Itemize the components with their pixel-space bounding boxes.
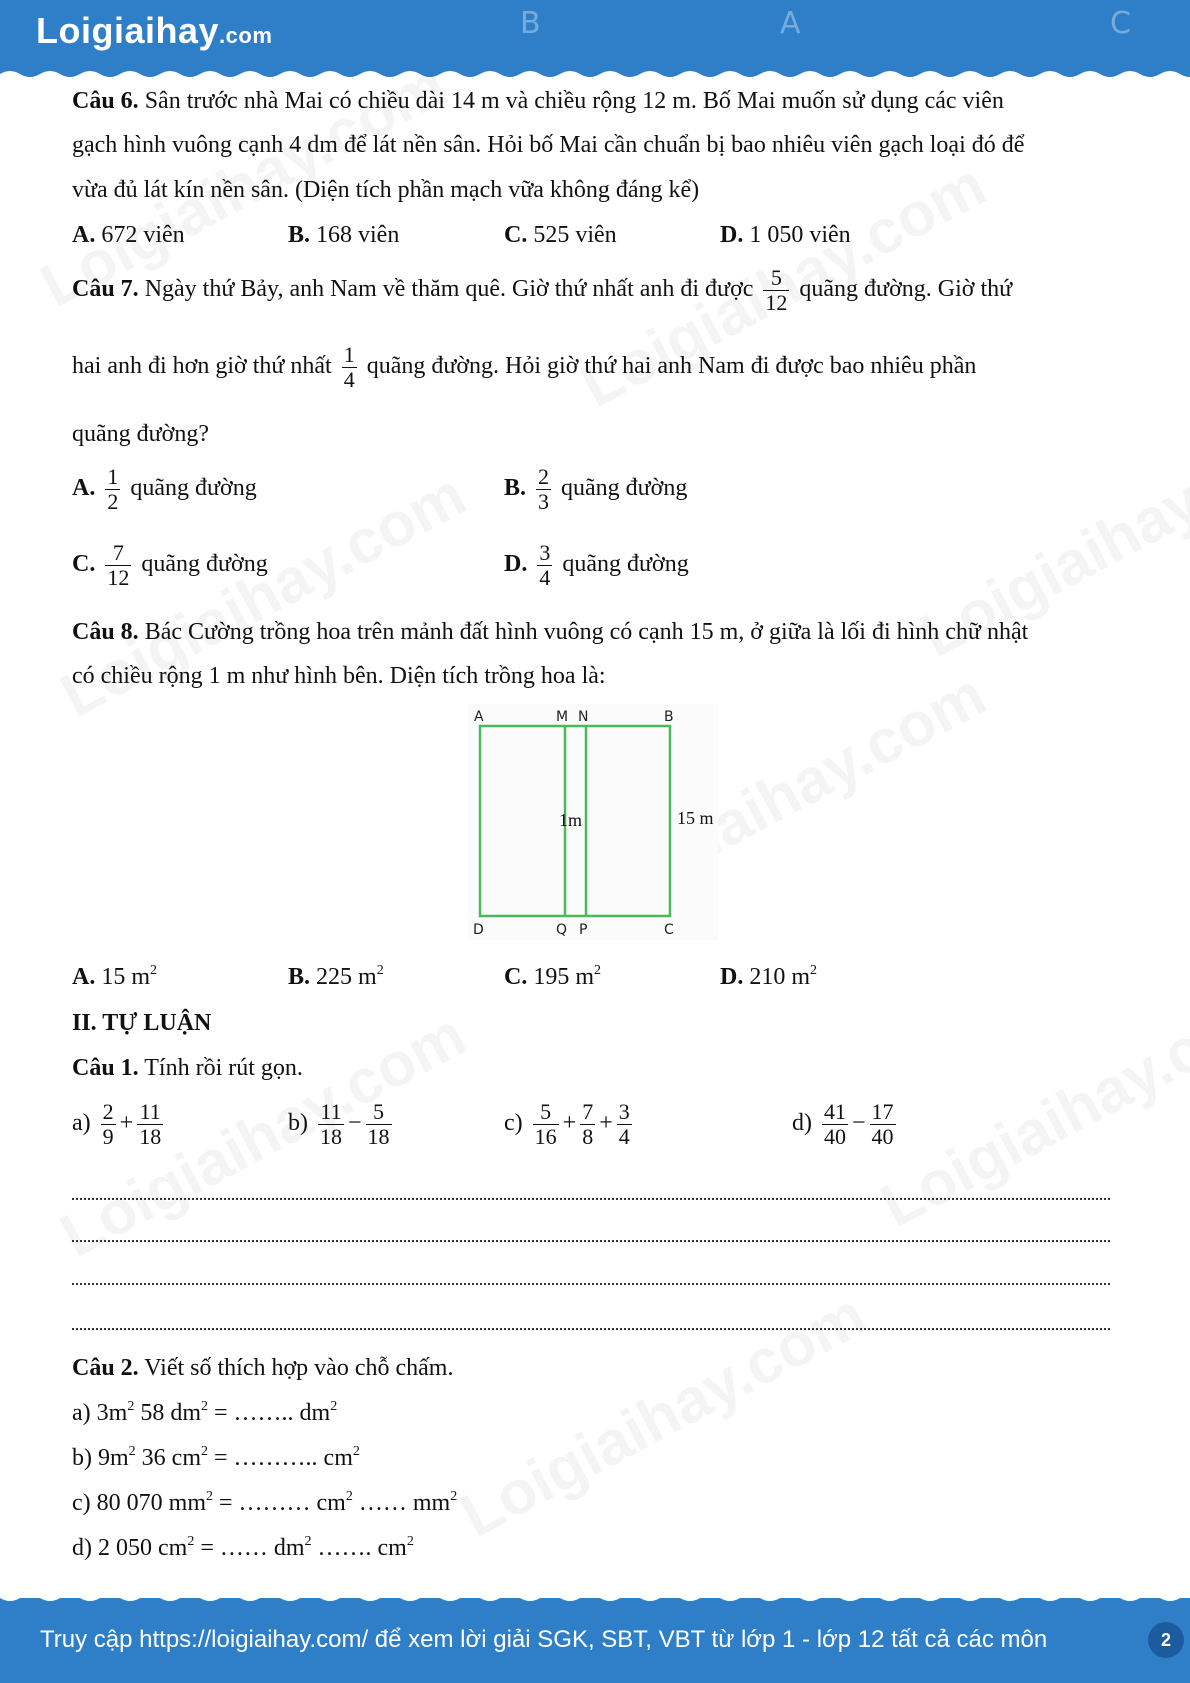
label-m: M xyxy=(556,709,569,725)
footer-link[interactable]: Truy cập https://loigiaihay.com/ để xem lời giải SGK, SBT, VBT từ lớp 1 - lớp 12 tất cả các môn xyxy=(40,1626,1048,1653)
e2-item-a[interactable]: a) $3m^2$ 58 $dm^2$ = …….. $dm^2$ xyxy=(72,1399,338,1426)
deco-letter-b: B xyxy=(520,6,541,41)
watermark xyxy=(449,1279,877,1551)
e1-item-c: c) $\frac{5}{16}$ + $\frac{7}{8}$ + $\frac{3}{4}$ xyxy=(504,1099,630,1149)
e1-title: Câu 1. xyxy=(72,1055,139,1081)
q6-line-2: gạch hình vuông cạnh 4 dm để lát nền sân. Hỏi bố Mai cần chuẩn bị bao nhiêu viên gạch loại đó để xyxy=(72,132,1025,158)
label-n: N xyxy=(578,709,589,725)
q8-option-a[interactable]: A. 15 $m^2$ xyxy=(72,963,158,990)
e1-item-b: b) $\frac{11}{18}$ − $\frac{5}{18}$ xyxy=(288,1099,390,1149)
e1-heading: Câu 1. Tính rồi rút gọn. xyxy=(72,1055,303,1081)
answer-line[interactable] xyxy=(72,1240,1110,1242)
deco-letter-c: C xyxy=(1110,6,1131,41)
q7-line-2: hai anh đi hơn giờ thứ nhất $\frac{1}{4}$ quãng đường. Hỏi giờ thứ hai anh Nam đi được bao nhiêu phần xyxy=(72,342,977,392)
q7-fraction-1-4: $\frac{1}{4}$ xyxy=(343,342,355,392)
page-footer xyxy=(0,1598,1190,1683)
q7-option-b[interactable]: B. $\frac{2}{3}$ quãng đường xyxy=(504,464,688,514)
q6-option-d[interactable]: D. 1 050 viên xyxy=(720,222,851,248)
label-p: P xyxy=(579,922,588,938)
e2-item-c[interactable]: c) 80 070 $mm^2$ = ……… $cm^2$ …… $mm^2$ xyxy=(72,1489,458,1516)
answer-line[interactable] xyxy=(72,1283,1110,1285)
q7-option-a[interactable]: A. $\frac{1}{2}$ quãng đường xyxy=(72,464,257,514)
q7-line-1: Câu 7. Ngày thứ Bảy, anh Nam về thăm quê. Giờ thứ nhất anh đi được $\frac{5}{12}$ quãng đường. Giờ thứ xyxy=(72,265,1013,315)
e2-heading: Câu 2. Viết số thích hợp vào chỗ chấm. xyxy=(72,1355,454,1381)
watermark xyxy=(869,969,1190,1241)
path-width-label: 1m xyxy=(559,810,583,830)
side-length-label: 15 m xyxy=(677,808,714,828)
label-b: B xyxy=(664,709,674,725)
logo-suffix: .com xyxy=(219,23,273,48)
q7-option-c[interactable]: C. $\frac{7}{12}$ quãng đường xyxy=(72,540,268,590)
q6-option-b[interactable]: B. 168 viên xyxy=(288,222,400,248)
e2-title: Câu 2. xyxy=(72,1355,139,1381)
q8-line-2: có chiều rộng 1 m như hình bên. Diện tích trồng hoa là: xyxy=(72,663,606,689)
q6-option-c[interactable]: C. 525 viên xyxy=(504,222,617,248)
e1-item-a: a) $\frac{2}{9}$ + $\frac{11}{18}$ xyxy=(72,1099,162,1149)
q7-line-3: quãng đường? xyxy=(72,421,210,447)
answer-line[interactable] xyxy=(72,1328,1110,1330)
e2-item-b[interactable]: b) $9m^2$ 36 $cm^2$ = ……….. $cm^2$ xyxy=(72,1444,360,1471)
q6-line-3: vừa đủ lát kín nền sân. (Diện tích phần mạch vữa không đáng kể) xyxy=(72,177,700,203)
q6-text: Sân trước nhà Mai có chiều dài 14 m và chiều rộng 12 m. Bố Mai muốn sử dụng các viên xyxy=(144,88,1004,114)
q7-fraction-5-12: $\frac{5}{12}$ xyxy=(765,265,788,315)
header-wave-icon xyxy=(0,68,1190,78)
label-q: Q xyxy=(556,922,568,938)
label-d: D xyxy=(473,922,484,938)
q7-option-d[interactable]: D. $\frac{3}{4}$ quãng đường xyxy=(504,540,689,590)
q8-option-b[interactable]: B. 225 $m^2$ xyxy=(288,963,384,990)
logo-main: Loigiaihay xyxy=(36,10,220,51)
page-header xyxy=(0,0,1190,78)
q7-title: Câu 7. xyxy=(72,276,139,303)
label-a: A xyxy=(474,709,484,725)
site-logo[interactable] xyxy=(36,10,272,52)
q8-option-c[interactable]: C. 195 $m^2$ xyxy=(504,963,602,990)
q6-line-1 xyxy=(72,86,1004,116)
e1-item-d: d) $\frac{41}{40}$ − $\frac{17}{40}$ xyxy=(792,1099,894,1149)
answer-line[interactable] xyxy=(72,1198,1110,1200)
q8-line-1: Câu 8. Bác Cường trồng hoa trên mảnh đất hình vuông có cạnh 15 m, ở giữa là lối đi hình chữ nhật xyxy=(72,619,1029,645)
label-c: C xyxy=(664,922,674,938)
q6-title: Câu 6. xyxy=(72,88,139,114)
footer-wave-icon xyxy=(0,1592,1190,1604)
garden-diagram xyxy=(468,704,718,940)
page-number: 2 xyxy=(1148,1622,1184,1658)
e2-item-d[interactable]: d) 2 050 $cm^2$ = …… $dm^2$ ……. $cm^2$ xyxy=(72,1534,414,1561)
q8-option-d[interactable]: D. 210 $m^2$ xyxy=(720,963,818,990)
q6-option-a[interactable]: A. 672 viên xyxy=(72,222,185,248)
deco-letter-a: A xyxy=(780,6,801,41)
q8-title: Câu 8. xyxy=(72,619,139,645)
section-title: II. TỰ LUẬN xyxy=(72,1010,212,1036)
